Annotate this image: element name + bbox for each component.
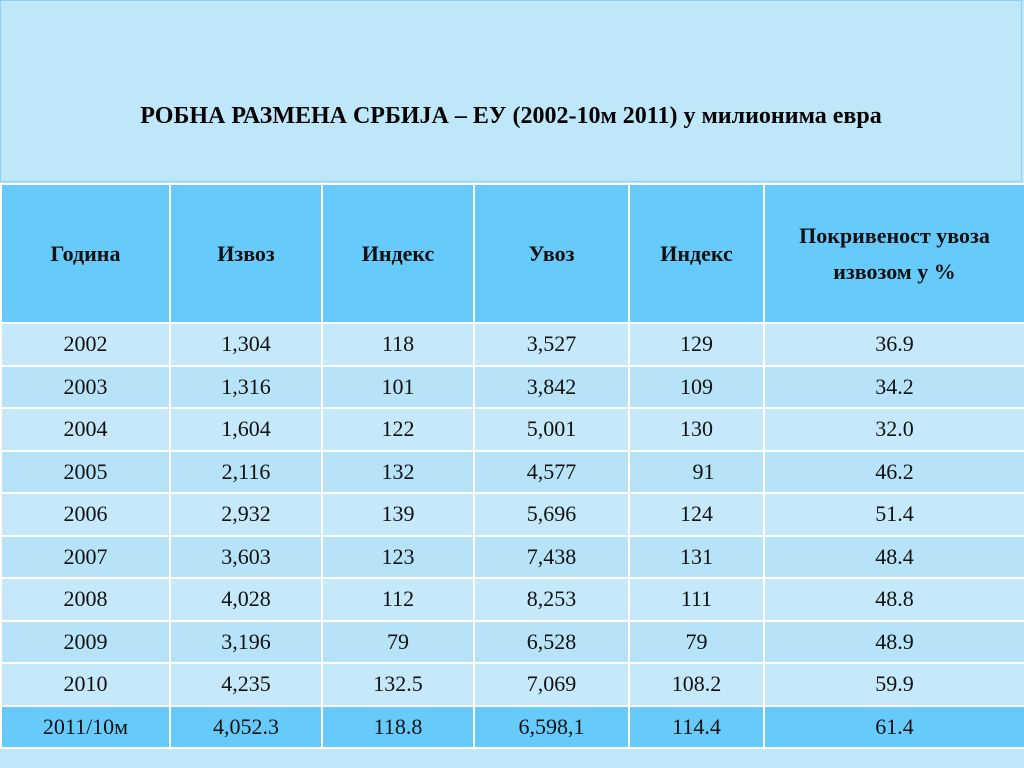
cell-export: 4,052.3 [170, 706, 322, 749]
cell-import: 8,253 [474, 578, 629, 621]
cell-export: 2,932 [170, 493, 322, 536]
table-row [1, 621, 1024, 664]
cell-coverage: 46.2 [764, 451, 1024, 494]
cell-export: 3,196 [170, 621, 322, 664]
table-row [1, 366, 1024, 409]
cell-import: 7,069 [474, 663, 629, 706]
table-row [1, 323, 1024, 366]
cell-export: 2,116 [170, 451, 322, 494]
cell-coverage: 48.8 [764, 578, 1024, 621]
table-row [1, 493, 1024, 536]
cell-export-index: 132.5 [322, 663, 474, 706]
cell-import-index: 108.2 [629, 663, 764, 706]
cell-export: 1,604 [170, 408, 322, 451]
cell-coverage: 48.4 [764, 536, 1024, 579]
header-coverage: Покривеност увоза извозом у % [764, 184, 1024, 323]
cell-export: 1,304 [170, 323, 322, 366]
cell-import: 6,598,1 [474, 706, 629, 749]
cell-coverage: 51.4 [764, 493, 1024, 536]
cell-import: 6,528 [474, 621, 629, 664]
cell-import-index: 124 [629, 493, 764, 536]
cell-import-index: 131 [629, 536, 764, 579]
cell-export-index: 101 [322, 366, 474, 409]
cell-year: 2006 [1, 493, 170, 536]
slide-title: РОБНА РАЗМЕНА СРБИЈА – ЕУ (2002-10м 2011) у милионима евра [140, 102, 882, 129]
cell-export-index: 122 [322, 408, 474, 451]
cell-year: 2005 [1, 451, 170, 494]
cell-year: 2011/10м [1, 706, 170, 749]
table-row [1, 536, 1024, 579]
trade-table [0, 183, 1024, 749]
cell-coverage: 32.0 [764, 408, 1024, 451]
cell-export-index: 112 [322, 578, 474, 621]
title-box [0, 0, 1022, 182]
table-row [1, 451, 1024, 494]
cell-import-index: 114.4 [629, 706, 764, 749]
table-row [1, 663, 1024, 706]
header-import-index: Индекс [629, 184, 764, 323]
cell-import-index: 91 [629, 451, 764, 494]
cell-export-index: 79 [322, 621, 474, 664]
header-export: Извоз [170, 184, 322, 323]
cell-import-index: 109 [629, 366, 764, 409]
cell-import: 3,842 [474, 366, 629, 409]
cell-year: 2004 [1, 408, 170, 451]
header-export-index: Индекс [322, 184, 474, 323]
cell-year: 2010 [1, 663, 170, 706]
cell-export: 4,028 [170, 578, 322, 621]
header-year: Година [1, 184, 170, 323]
cell-export-index: 139 [322, 493, 474, 536]
cell-import: 3,527 [474, 323, 629, 366]
cell-import-index: 130 [629, 408, 764, 451]
cell-import-index: 129 [629, 323, 764, 366]
table-header-row [1, 184, 1024, 323]
cell-import-index: 111 [629, 578, 764, 621]
cell-export-index: 118 [322, 323, 474, 366]
cell-import: 7,438 [474, 536, 629, 579]
cell-export: 1,316 [170, 366, 322, 409]
cell-import: 5,001 [474, 408, 629, 451]
cell-export-index: 132 [322, 451, 474, 494]
cell-import: 5,696 [474, 493, 629, 536]
cell-year: 2009 [1, 621, 170, 664]
cell-coverage: 61.4 [764, 706, 1024, 749]
table-row [1, 706, 1024, 749]
cell-year: 2003 [1, 366, 170, 409]
cell-export-index: 123 [322, 536, 474, 579]
cell-export: 4,235 [170, 663, 322, 706]
cell-coverage: 36.9 [764, 323, 1024, 366]
header-import: Увоз [474, 184, 629, 323]
cell-coverage: 48.9 [764, 621, 1024, 664]
cell-coverage: 34.2 [764, 366, 1024, 409]
cell-year: 2002 [1, 323, 170, 366]
cell-export-index: 118.8 [322, 706, 474, 749]
cell-coverage: 59.9 [764, 663, 1024, 706]
cell-year: 2008 [1, 578, 170, 621]
cell-import-index: 79 [629, 621, 764, 664]
cell-export: 3,603 [170, 536, 322, 579]
cell-year: 2007 [1, 536, 170, 579]
table-row [1, 578, 1024, 621]
table-row [1, 408, 1024, 451]
cell-import: 4,577 [474, 451, 629, 494]
